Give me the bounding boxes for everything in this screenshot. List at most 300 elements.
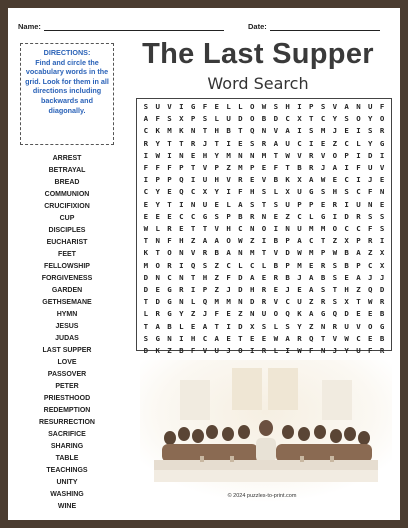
grid-letter[interactable]: D xyxy=(143,285,149,295)
grid-letter[interactable]: T xyxy=(143,236,149,246)
grid-letter[interactable]: U xyxy=(297,297,302,307)
grid-letter[interactable]: I xyxy=(297,102,302,111)
grid-letter[interactable]: V xyxy=(273,248,279,258)
grid-letter[interactable]: B xyxy=(379,309,385,319)
grid-letter[interactable]: G xyxy=(167,297,172,307)
grid-letter[interactable]: S xyxy=(261,187,267,197)
grid-letter[interactable]: W xyxy=(320,175,326,185)
grid-letter[interactable]: O xyxy=(332,224,338,234)
grid-letter[interactable]: Q xyxy=(190,260,196,270)
grid-letter[interactable]: E xyxy=(379,199,385,209)
grid-letter[interactable]: N xyxy=(238,150,243,160)
grid-letter[interactable]: V xyxy=(190,248,196,258)
grid-letter[interactable]: J xyxy=(285,285,290,295)
grid-letter[interactable]: Q xyxy=(285,309,290,319)
grid-letter[interactable]: T xyxy=(190,163,196,173)
grid-letter[interactable]: C xyxy=(179,211,184,221)
grid-letter[interactable]: M xyxy=(320,224,326,234)
grid-letter[interactable]: T xyxy=(202,224,208,234)
grid-letter[interactable]: U xyxy=(155,102,160,111)
grid-letter[interactable]: O xyxy=(226,236,231,246)
grid-letter[interactable]: P xyxy=(356,236,361,246)
grid-letter[interactable]: M xyxy=(214,297,219,307)
grid-letter[interactable]: Q xyxy=(309,333,314,343)
grid-letter[interactable]: S xyxy=(379,211,385,221)
grid-letter[interactable]: D xyxy=(238,321,243,331)
grid-letter[interactable]: R xyxy=(261,138,267,148)
grid-letter[interactable]: I xyxy=(273,224,279,234)
grid-letter[interactable]: T xyxy=(202,126,208,136)
grid-letter[interactable]: E xyxy=(167,187,172,197)
grid-letter[interactable]: A xyxy=(273,138,279,148)
grid-letter[interactable]: N xyxy=(238,297,243,307)
grid-letter[interactable]: J xyxy=(297,272,302,282)
grid-letter[interactable]: A xyxy=(297,236,302,246)
grid-letter[interactable]: P xyxy=(309,199,314,209)
grid-letter[interactable]: V xyxy=(202,163,208,173)
grid-letter[interactable]: O xyxy=(368,321,373,331)
grid-letter[interactable]: T xyxy=(320,236,326,246)
grid-letter[interactable]: Z xyxy=(368,248,373,258)
grid-letter[interactable]: S xyxy=(143,333,149,343)
grid-letter[interactable]: V xyxy=(202,346,208,356)
grid-letter[interactable]: F xyxy=(368,224,373,234)
grid-letter[interactable]: C xyxy=(320,114,326,124)
grid-letter[interactable]: I xyxy=(179,333,184,343)
grid-letter[interactable]: D xyxy=(238,285,243,295)
grid-letter[interactable]: A xyxy=(356,248,361,258)
grid-letter[interactable]: I xyxy=(309,138,314,148)
grid-letter[interactable]: K xyxy=(297,309,302,319)
grid-letter[interactable]: R xyxy=(297,333,302,343)
grid-letter[interactable]: E xyxy=(155,211,160,221)
grid-letter[interactable]: C xyxy=(202,333,208,343)
grid-letter[interactable]: J xyxy=(368,175,373,185)
grid-letter[interactable]: P xyxy=(285,260,290,270)
grid-letter[interactable]: I xyxy=(261,236,267,246)
grid-letter[interactable]: E xyxy=(261,272,267,282)
grid-letter[interactable]: T xyxy=(143,297,149,307)
grid-letter[interactable]: Z xyxy=(214,272,219,282)
grid-letter[interactable]: D xyxy=(273,114,279,124)
grid-letter[interactable]: A xyxy=(309,285,314,295)
grid-letter[interactable]: Z xyxy=(332,236,338,246)
grid-letter[interactable]: L xyxy=(214,114,219,124)
grid-letter[interactable]: B xyxy=(179,346,184,356)
grid-letter[interactable]: I xyxy=(179,102,184,111)
grid-letter[interactable]: G xyxy=(202,211,208,221)
grid-letter[interactable]: E xyxy=(190,321,196,331)
grid-letter[interactable]: Z xyxy=(214,285,219,295)
grid-letter[interactable]: I xyxy=(179,199,184,209)
grid-letter[interactable]: G xyxy=(320,309,326,319)
grid-letter[interactable]: N xyxy=(155,236,160,246)
grid-letter[interactable]: B xyxy=(214,248,219,258)
grid-letter[interactable]: I xyxy=(226,187,231,197)
grid-letter[interactable]: V xyxy=(297,150,302,160)
grid-letter[interactable]: M xyxy=(238,163,243,173)
grid-letter[interactable]: S xyxy=(332,260,338,270)
grid-letter[interactable]: N xyxy=(368,199,373,209)
grid-letter[interactable]: H xyxy=(214,126,219,136)
grid-letter[interactable]: S xyxy=(309,126,314,136)
grid-letter[interactable]: T xyxy=(143,321,149,331)
grid-letter[interactable]: Z xyxy=(332,138,338,148)
grid-letter[interactable]: S xyxy=(249,199,255,209)
grid-letter[interactable]: Z xyxy=(249,236,255,246)
grid-letter[interactable]: U xyxy=(297,224,302,234)
grid-letter[interactable]: C xyxy=(226,260,231,270)
grid-letter[interactable]: W xyxy=(344,333,349,343)
grid-letter[interactable]: I xyxy=(285,346,290,356)
grid-letter[interactable]: T xyxy=(190,224,196,234)
grid-letter[interactable]: J xyxy=(202,138,208,148)
grid-letter[interactable]: I xyxy=(249,346,255,356)
grid-letter[interactable]: E xyxy=(344,272,349,282)
grid-letter[interactable]: A xyxy=(309,272,314,282)
grid-letter[interactable]: Z xyxy=(226,163,231,173)
grid-letter[interactable]: I xyxy=(332,211,338,221)
grid-letter[interactable]: U xyxy=(356,346,361,356)
grid-letter[interactable]: C xyxy=(190,187,196,197)
grid-letter[interactable]: A xyxy=(143,114,149,124)
grid-letter[interactable]: W xyxy=(297,248,302,258)
grid-letter[interactable]: C xyxy=(143,126,149,136)
grid-letter[interactable]: I xyxy=(167,150,172,160)
grid-letter[interactable]: S xyxy=(202,260,208,270)
grid-letter[interactable]: S xyxy=(320,102,326,111)
grid-letter[interactable]: X xyxy=(344,297,349,307)
grid-letter[interactable]: R xyxy=(379,126,385,136)
grid-letter[interactable]: B xyxy=(167,321,172,331)
grid-letter[interactable]: X xyxy=(297,114,302,124)
grid-letter[interactable]: M xyxy=(297,260,302,270)
grid-letter[interactable]: I xyxy=(356,126,361,136)
grid-letter[interactable]: B xyxy=(320,272,326,282)
grid-letter[interactable]: R xyxy=(332,199,338,209)
grid-letter[interactable]: Y xyxy=(155,187,160,197)
grid-letter[interactable]: Y xyxy=(179,309,184,319)
grid-letter[interactable]: Y xyxy=(214,187,219,197)
grid-letter[interactable]: R xyxy=(202,248,208,258)
grid-letter[interactable]: A xyxy=(202,236,208,246)
grid-letter[interactable]: E xyxy=(273,211,279,221)
grid-letter[interactable]: N xyxy=(179,272,184,282)
grid-letter[interactable]: Z xyxy=(190,309,196,319)
grid-letter[interactable]: E xyxy=(249,175,255,185)
grid-letter[interactable]: O xyxy=(249,114,255,124)
grid-letter[interactable]: T xyxy=(155,248,160,258)
grid-letter[interactable]: N xyxy=(167,333,172,343)
grid-letter[interactable]: A xyxy=(155,321,160,331)
grid-letter[interactable]: I xyxy=(190,285,196,295)
grid-letter[interactable]: I xyxy=(356,150,361,160)
grid-letter[interactable]: C xyxy=(356,333,361,343)
grid-letter[interactable]: A xyxy=(285,333,290,343)
grid-letter[interactable]: P xyxy=(344,150,349,160)
grid-letter[interactable]: B xyxy=(297,163,302,173)
grid-letter[interactable]: D xyxy=(285,248,290,258)
grid-letter[interactable]: A xyxy=(344,102,349,111)
grid-letter[interactable]: X xyxy=(379,260,385,270)
grid-letter[interactable]: V xyxy=(167,102,172,111)
grid-letter[interactable]: S xyxy=(368,211,373,221)
grid-letter[interactable]: D xyxy=(143,272,149,282)
grid-letter[interactable]: X xyxy=(249,321,255,331)
grid-letter[interactable]: K xyxy=(155,126,160,136)
grid-letter[interactable]: P xyxy=(179,163,184,173)
grid-letter[interactable]: U xyxy=(285,199,290,209)
grid-letter[interactable]: O xyxy=(273,309,279,319)
grid-letter[interactable]: E xyxy=(320,199,326,209)
grid-letter[interactable]: U xyxy=(368,163,373,173)
grid-letter[interactable]: E xyxy=(309,260,314,270)
grid-letter[interactable]: Q xyxy=(249,126,255,136)
grid-letter[interactable]: N xyxy=(261,126,267,136)
grid-letter[interactable]: H xyxy=(214,175,219,185)
grid-letter[interactable]: S xyxy=(379,224,385,234)
grid-letter[interactable]: R xyxy=(238,175,243,185)
grid-letter[interactable]: G xyxy=(155,333,160,343)
grid-letter[interactable]: W xyxy=(297,346,302,356)
grid-letter[interactable]: M xyxy=(309,248,314,258)
grid-letter[interactable]: J xyxy=(332,346,338,356)
grid-letter[interactable]: P xyxy=(155,175,160,185)
grid-letter[interactable]: M xyxy=(226,297,231,307)
grid-letter[interactable]: O xyxy=(332,150,338,160)
grid-letter[interactable]: F xyxy=(356,163,361,173)
grid-letter[interactable]: E xyxy=(379,175,385,185)
grid-letter[interactable]: B xyxy=(273,236,279,246)
grid-letter[interactable]: I xyxy=(356,175,361,185)
grid-letter[interactable]: P xyxy=(214,163,219,173)
date-field[interactable] xyxy=(248,22,380,31)
grid-letter[interactable]: T xyxy=(238,126,243,136)
grid-letter[interactable]: E xyxy=(226,333,231,343)
grid-letter[interactable]: H xyxy=(344,285,349,295)
grid-letter[interactable]: D xyxy=(238,272,243,282)
grid-letter[interactable]: L xyxy=(226,102,231,111)
grid-letter[interactable]: D xyxy=(344,211,349,221)
grid-letter[interactable]: M xyxy=(261,150,267,160)
grid-letter[interactable]: F xyxy=(143,163,149,173)
grid-letter[interactable]: I xyxy=(143,150,149,160)
grid-letter[interactable]: F xyxy=(368,346,373,356)
grid-letter[interactable]: W xyxy=(273,333,279,343)
grid-letter[interactable]: H xyxy=(249,187,255,197)
grid-letter[interactable]: A xyxy=(309,309,314,319)
grid-letter[interactable]: R xyxy=(320,260,326,270)
grid-letter[interactable]: A xyxy=(226,248,231,258)
grid-letter[interactable]: W xyxy=(332,248,338,258)
grid-letter[interactable]: C xyxy=(356,187,361,197)
grid-letter[interactable]: U xyxy=(285,138,290,148)
grid-letter[interactable]: Z xyxy=(285,211,290,221)
grid-letter[interactable]: S xyxy=(143,102,149,111)
grid-letter[interactable]: S xyxy=(320,187,326,197)
grid-letter[interactable]: C xyxy=(356,224,361,234)
grid-letter[interactable]: D xyxy=(155,297,160,307)
grid-letter[interactable]: D xyxy=(344,309,349,319)
grid-letter[interactable]: C xyxy=(344,138,349,148)
grid-letter[interactable]: L xyxy=(273,346,279,356)
grid-letter[interactable]: F xyxy=(155,114,160,124)
grid-letter[interactable]: U xyxy=(202,175,208,185)
grid-letter[interactable]: V xyxy=(356,321,361,331)
grid-letter[interactable]: T xyxy=(356,297,361,307)
grid-letter[interactable]: R xyxy=(261,285,267,295)
grid-letter[interactable]: I xyxy=(297,126,302,136)
grid-letter[interactable]: H xyxy=(249,285,255,295)
grid-letter[interactable]: N xyxy=(379,187,385,197)
grid-letter[interactable]: C xyxy=(285,114,290,124)
grid-letter[interactable]: F xyxy=(273,163,279,173)
grid-letter[interactable]: Q xyxy=(202,297,208,307)
grid-letter[interactable]: B xyxy=(261,114,267,124)
grid-letter[interactable]: C xyxy=(249,260,255,270)
grid-letter[interactable]: W xyxy=(143,224,149,234)
grid-letter[interactable]: R xyxy=(332,321,338,331)
grid-letter[interactable]: B xyxy=(344,248,349,258)
grid-letter[interactable]: M xyxy=(249,248,255,258)
grid-letter[interactable]: K xyxy=(143,248,149,258)
grid-letter[interactable]: F xyxy=(214,309,219,319)
grid-letter[interactable]: P xyxy=(190,114,196,124)
grid-letter[interactable]: E xyxy=(368,309,373,319)
grid-letter[interactable]: Y xyxy=(344,346,349,356)
grid-letter[interactable]: U xyxy=(214,346,219,356)
grid-letter[interactable]: N xyxy=(190,126,196,136)
grid-letter[interactable]: C xyxy=(167,272,172,282)
grid-letter[interactable]: L xyxy=(238,260,243,270)
grid-letter[interactable]: F xyxy=(368,187,373,197)
grid-letter[interactable]: A xyxy=(356,272,361,282)
grid-letter[interactable]: L xyxy=(179,321,184,331)
grid-letter[interactable]: F xyxy=(155,163,160,173)
grid-letter[interactable]: S xyxy=(261,321,267,331)
grid-letter[interactable]: U xyxy=(202,199,208,209)
grid-letter[interactable]: N xyxy=(249,309,255,319)
grid-letter[interactable]: T xyxy=(238,333,243,343)
grid-letter[interactable]: V xyxy=(332,102,338,111)
grid-letter[interactable]: N xyxy=(190,199,196,209)
grid-letter[interactable]: W xyxy=(155,150,160,160)
grid-letter[interactable]: O xyxy=(249,102,255,111)
grid-letter[interactable]: N xyxy=(249,224,255,234)
grid-letter[interactable]: S xyxy=(368,126,373,136)
grid-letter[interactable]: S xyxy=(332,297,338,307)
grid-letter[interactable]: U xyxy=(297,187,302,197)
grid-letter[interactable]: G xyxy=(190,102,196,111)
grid-letter[interactable]: I xyxy=(226,321,231,331)
grid-letter[interactable]: Z xyxy=(214,260,219,270)
grid-letter[interactable]: E xyxy=(332,175,338,185)
grid-letter[interactable]: P xyxy=(297,199,302,209)
grid-letter[interactable]: Q xyxy=(179,187,184,197)
grid-letter[interactable]: A xyxy=(285,126,290,136)
grid-letter[interactable]: G xyxy=(320,211,326,221)
grid-letter[interactable]: E xyxy=(273,285,279,295)
grid-letter[interactable]: E xyxy=(368,333,373,343)
grid-letter[interactable]: N xyxy=(356,102,361,111)
grid-letter[interactable]: P xyxy=(249,163,255,173)
grid-letter[interactable]: W xyxy=(285,150,290,160)
grid-letter[interactable]: N xyxy=(155,272,160,282)
grid-letter[interactable]: R xyxy=(356,211,361,221)
grid-letter[interactable]: F xyxy=(309,346,314,356)
grid-letter[interactable]: G xyxy=(167,285,172,295)
grid-letter[interactable]: C xyxy=(285,297,290,307)
grid-letter[interactable]: S xyxy=(202,114,208,124)
grid-letter[interactable]: C xyxy=(309,236,314,246)
grid-letter[interactable]: U xyxy=(368,102,373,111)
grid-letter[interactable]: T xyxy=(261,248,267,258)
grid-letter[interactable]: C xyxy=(143,187,149,197)
grid-letter[interactable]: L xyxy=(261,260,267,270)
grid-letter[interactable]: A xyxy=(214,236,219,246)
grid-letter[interactable]: N xyxy=(179,248,184,258)
grid-letter[interactable]: N xyxy=(179,150,184,160)
grid-letter[interactable]: X xyxy=(344,236,349,246)
grid-letter[interactable]: O xyxy=(155,260,160,270)
grid-letter[interactable]: E xyxy=(261,163,267,173)
grid-letter[interactable]: A xyxy=(309,175,314,185)
grid-letter[interactable]: J xyxy=(226,346,231,356)
grid-letter[interactable]: Y xyxy=(155,199,160,209)
grid-letter[interactable]: R xyxy=(167,260,172,270)
grid-letter[interactable]: H xyxy=(202,272,208,282)
grid-letter[interactable]: R xyxy=(261,346,267,356)
grid-letter[interactable]: U xyxy=(344,321,349,331)
grid-letter[interactable]: E xyxy=(320,138,326,148)
grid-letter[interactable]: B xyxy=(226,126,231,136)
grid-letter[interactable]: J xyxy=(332,126,338,136)
grid-letter[interactable]: R xyxy=(179,285,184,295)
grid-letter[interactable]: L xyxy=(356,138,361,148)
grid-letter[interactable]: L xyxy=(273,321,279,331)
grid-letter[interactable]: D xyxy=(368,150,373,160)
grid-letter[interactable]: F xyxy=(379,102,385,111)
grid-letter[interactable]: L xyxy=(155,224,160,234)
grid-letter[interactable]: S xyxy=(249,138,255,148)
grid-letter[interactable]: Y xyxy=(297,321,302,331)
grid-letter[interactable]: L xyxy=(143,309,149,319)
grid-letter[interactable]: R xyxy=(261,297,267,307)
grid-letter[interactable]: A xyxy=(202,321,208,331)
grid-letter[interactable]: U xyxy=(226,114,231,124)
grid-letter[interactable]: M xyxy=(309,224,314,234)
grid-letter[interactable]: Z xyxy=(190,236,196,246)
grid-letter[interactable]: B xyxy=(344,260,349,270)
grid-letter[interactable]: R xyxy=(155,309,160,319)
grid-letter[interactable]: H xyxy=(190,333,196,343)
grid-letter[interactable]: Y xyxy=(368,114,373,124)
grid-letter[interactable]: W xyxy=(368,297,373,307)
grid-letter[interactable]: R xyxy=(309,163,314,173)
grid-letter[interactable]: R xyxy=(368,236,373,246)
grid-letter[interactable]: T xyxy=(320,333,326,343)
grid-letter[interactable]: N xyxy=(238,248,243,258)
grid-letter[interactable]: E xyxy=(143,211,149,221)
grid-letter[interactable]: A xyxy=(214,333,219,343)
grid-letter[interactable]: T xyxy=(332,285,338,295)
grid-letter[interactable]: T xyxy=(214,138,219,148)
grid-letter[interactable]: E xyxy=(344,126,349,136)
name-line[interactable] xyxy=(44,23,224,31)
grid-letter[interactable]: T xyxy=(214,321,219,331)
grid-letter[interactable]: I xyxy=(379,150,385,160)
grid-letter[interactable]: C xyxy=(297,211,302,221)
